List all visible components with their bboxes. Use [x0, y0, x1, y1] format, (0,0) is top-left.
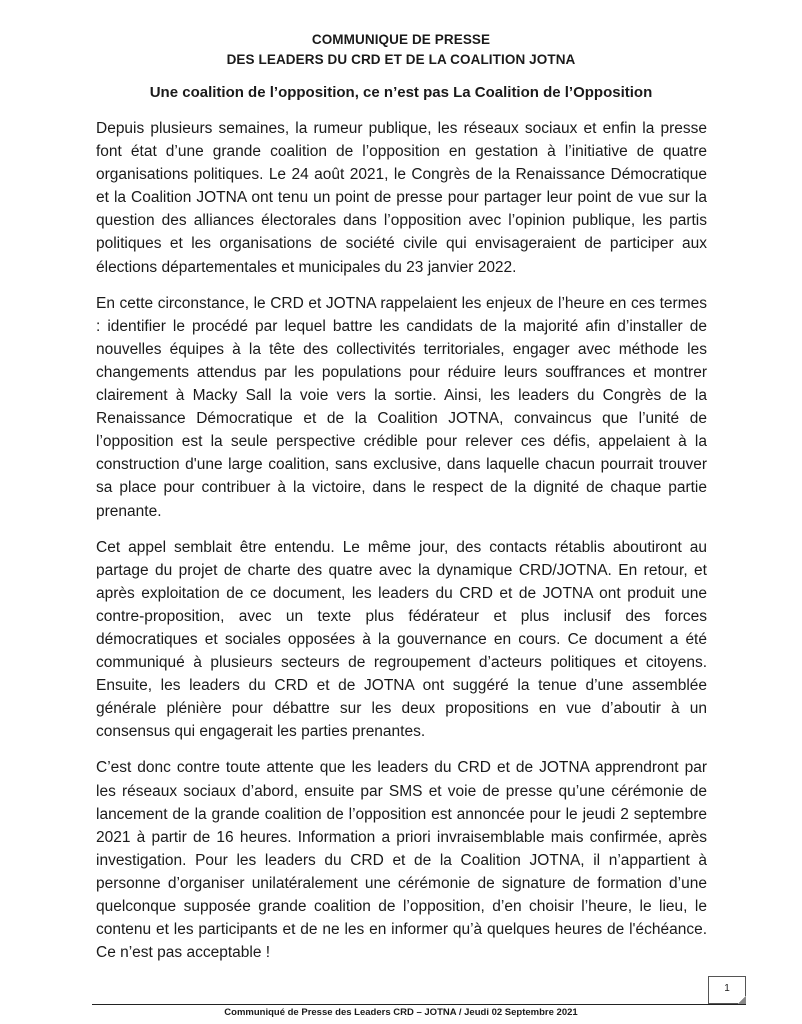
document-subtitle: Une coalition de l’opposition, ce n’est pas La Coalition de l’Opposition: [149, 84, 653, 101]
footer-divider: [92, 1004, 746, 1005]
header-line-2: DES LEADERS DU CRD ET DE LA COALITION JOTNA: [226, 52, 576, 67]
footer-text: Communiqué de Presse des Leaders CRD – JOTNA / Jeudi 02 Septembre 2021: [224, 1007, 578, 1018]
paragraph-3: Cet appel semblait être entendu. Le même jour, des contacts rétablis aboutiront au partage du projet de charte des quatre avec la dynamique CRD/JOTNA. En retour, et après exploitation de ce document, les leaders du CRD et de JOTNA ont produit une contre-proposition, avec un texte plus fédérateur et plus inclusif des forces démocratiques et sociales opposées à la gouvernance en cours. Ce document a été communiqué à plusieurs secteurs de regroupement d’acteurs politiques et citoyens. Ensuite, les leaders du CRD et de JOTNA ont suggéré la tenue d’une assemblée générale plénière pour débattre sur les deux propositions en vue d’aboutir à un consensus qui engagerait les parties prenantes.: [96, 538, 707, 741]
page-number: 1: [708, 976, 746, 1004]
paragraph-2: En cette circonstance, le CRD et JOTNA rappelaient les enjeux de l’heure en ces termes : identifier le procédé par lequel battre les candidats de la majorité afin d’installer de nouvelles équipes à la tête des collectivités territoriales, engager avec méthode les changements attendus par les populations pour réduire leurs souffrances et montrer clairement à Macky Sall la voie vers la sortie. Ainsi, les leaders du Congrès de la Renaissance Démocratique et de la Coalition JOTNA, convaincus que l’unité de l’opposition est la seule perspective crédible pour relever ces défis, appelaient à la construction d'une large coalition, sans exclusive, dans laquelle chacun pourrait trouver sa place pour contribuer à la victoire, dans le respect de la dignité de chaque partie prenante.: [96, 294, 707, 520]
paragraph-1: Depuis plusieurs semaines, la rumeur publique, les réseaux sociaux et enfin la presse font état d’une grande coalition de l’opposition en gestation à l’initiative de quatre organisations politiques. Le 24 août 2021, le Congrès de la Renaissance Démocratique et la Coalition JOTNA ont tenu un point de presse pour partager leur point de vue sur la question des alliances électorales dans l’opposition avec l’opinion publique, les partis politiques et les organisations de société civile qui envisageraient de participer aux élections départementales et municipales du 23 janvier 2022.: [96, 120, 707, 276]
document-header: [0, 30, 802, 70]
paragraph-4: C’est donc contre toute attente que les leaders du CRD et de JOTNA apprendront par les réseaux sociaux d’abord, ensuite par SMS et voie de presse qu’une cérémonie de lancement de la grande coalition de l’opposition est annoncée pour le jeudi 2 septembre 2021 à partir de 16 heures. Information a priori invraisemblable mais confirmée, après investigation. Pour les leaders du CRD et de la Coalition JOTNA, il n’appartient à personne d’organiser unilatéralement une cérémonie de signature de formation d’une quelconque supposée grande coalition de l’opposition, d’en choisir l’heure, le lieu, le contenu et les participants et de ne les en informer qu’à quelques heures de l'échéance. Ce n’est pas acceptable !: [96, 759, 707, 962]
header-line-1: COMMUNIQUE DE PRESSE: [311, 32, 491, 47]
document-body: [96, 117, 707, 977]
